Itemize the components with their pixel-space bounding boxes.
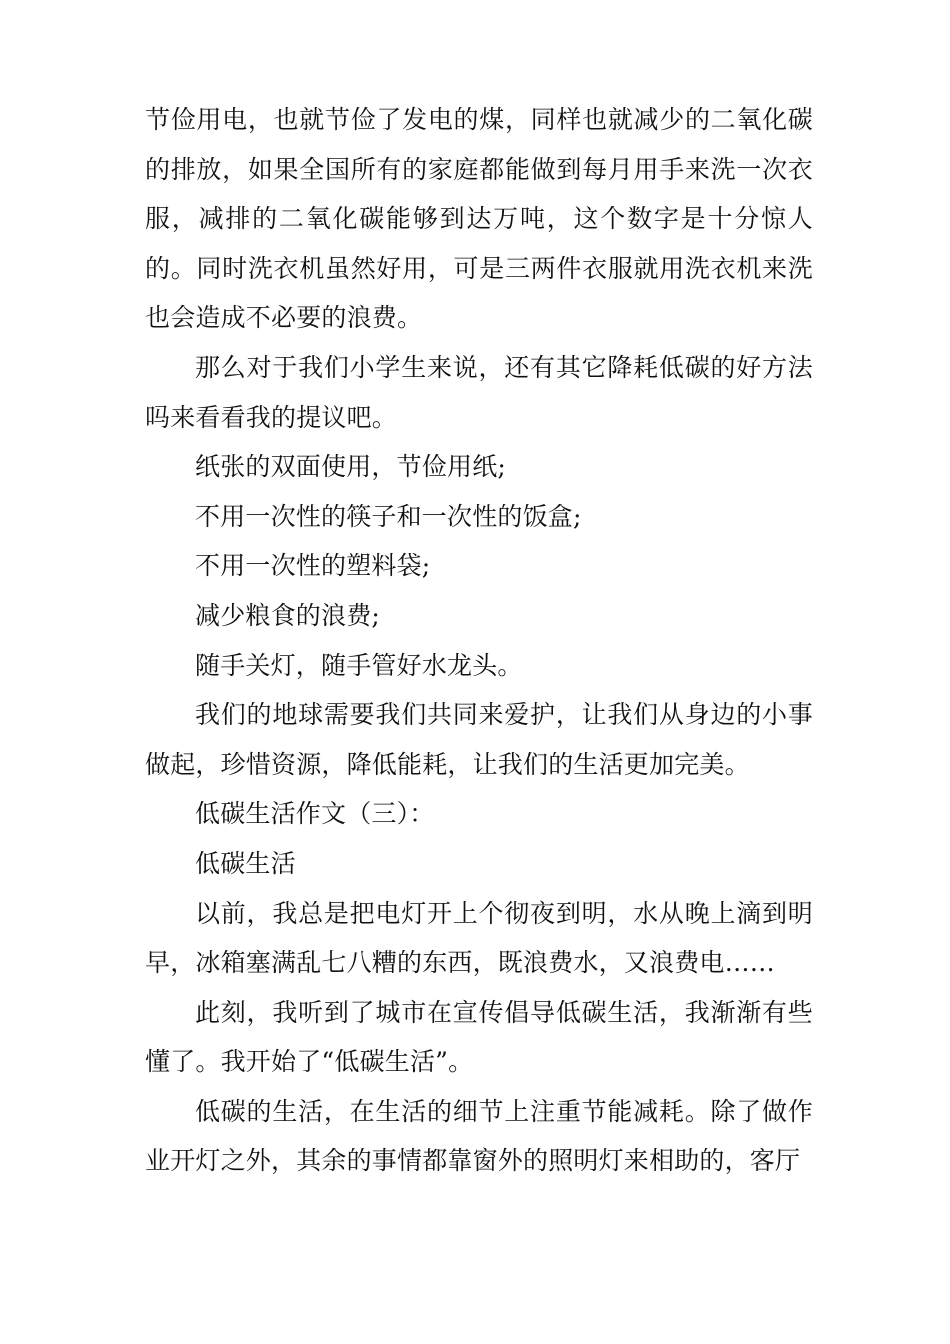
essay-title: 低碳生活 [195,848,296,878]
paragraph-now: 此刻，我听到了城市在宣传倡导低碳生活，我渐渐有些懂了。我开始了“低碳生活”。 [145,997,813,1077]
suggestion-2: 不用一次性的筷子和一次性的饭盒; [195,501,582,531]
section-heading: 低碳生活作文（三）： [195,799,435,829]
suggestion-4: 减少粮食的浪费; [195,600,381,630]
suggestion-3: 不用一次性的塑料袋; [195,551,431,581]
paragraph-2: 那么对于我们小学生来说，还有其它降耗低碳的好方法吗来看看我的提议吧。 [145,352,813,432]
suggestion-5: 随手关灯，随手管好水龙头。 [195,650,523,680]
paragraph-1: 节俭用电，也就节俭了发电的煤，同样也就减少的二氧化碳的排放，如果全国所有的家庭都能做到每月用手来洗一次衣服，减排的二氧化碳能够到达万吨，这个数字是十分惊人的。同时洗衣机虽然好用，可是三两件衣服就用洗衣机来洗也会造成不必要的浪费。 [145,105,813,333]
suggestion-1: 纸张的双面使用，节俭用纸; [195,452,507,482]
document-body [145,95,813,1186]
paragraph-details: 低碳的生活，在生活的细节上注重节能减耗。除了做作业开灯之外，其余的事情都靠窗外的照明灯来相助的，客厅 [145,1096,813,1176]
paragraph-conclusion: 我们的地球需要我们共同来爱护，让我们从身边的小事做起，珍惜资源，降低能耗，让我们的生活更加完美。 [145,700,813,779]
paragraph-past: 以前，我总是把电灯开上个彻夜到明，水从晚上滴到明早，冰箱塞满乱七八糟的东西，既浪费水，又浪费电…… [145,898,813,978]
